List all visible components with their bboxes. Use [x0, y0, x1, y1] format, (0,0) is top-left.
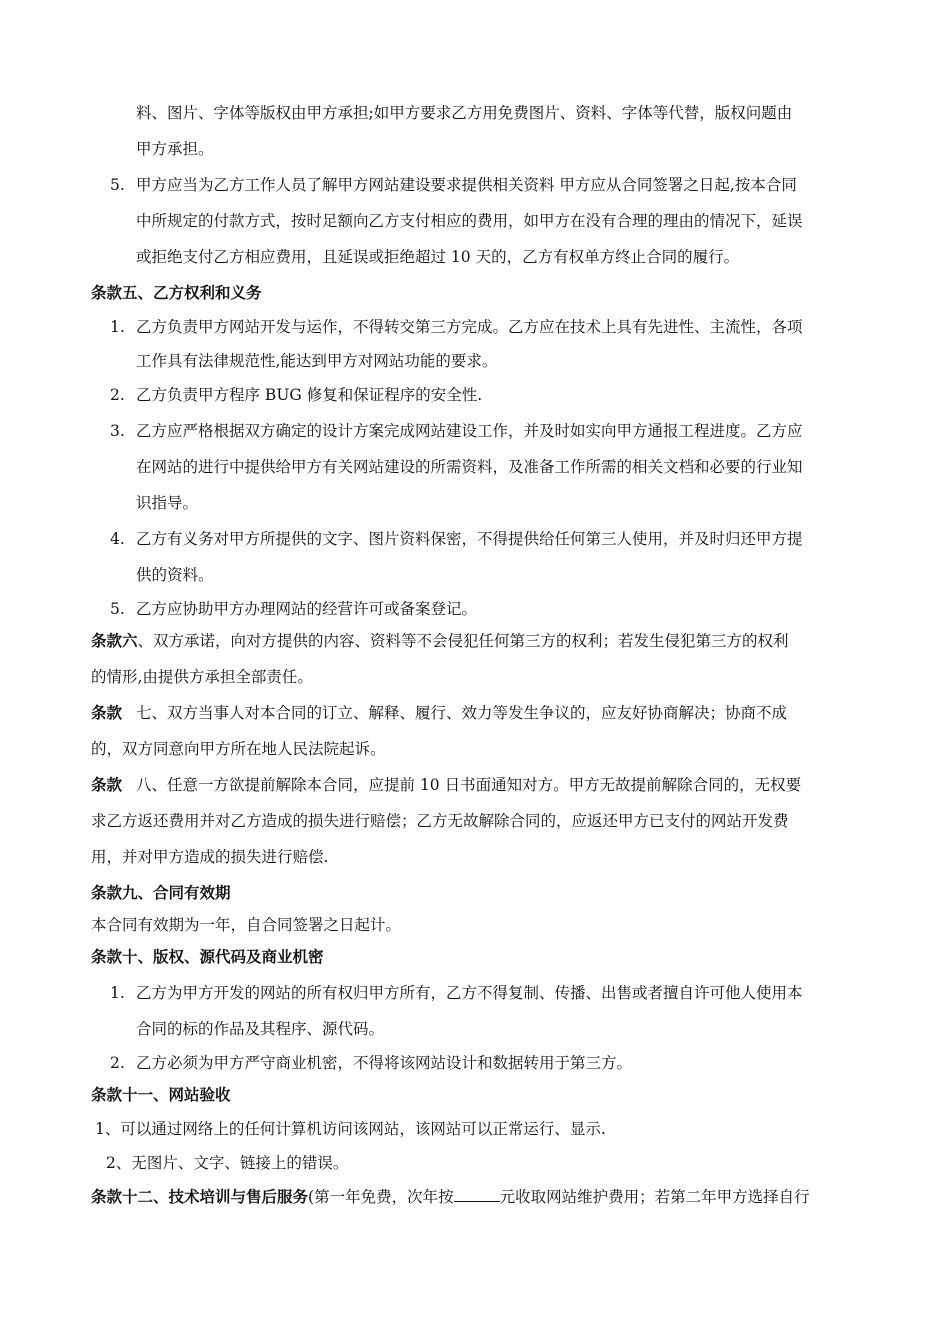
list-item-line: 乙方负责甲方网站开发与运作，不得转交第三方完成。乙方应在技术上具有先进性、主流性，各项 — [136, 318, 803, 336]
list-number: 2. — [110, 1054, 125, 1072]
clause-label: 条款 — [91, 703, 123, 722]
list-item-line: 乙方应协助甲方办理网站的经营许可或备案登记。 — [136, 600, 478, 618]
list-item-line: 中所规定的付款方式，按时足额向乙方支付相应的费用，如甲方在没有合理的理由的情况下，延误 — [136, 212, 803, 230]
clause-paragraph-line: 求乙方返还费用并对乙方造成的损失进行赔偿；乙方无故解除合同的，应返还甲方已支付的网站开发费 — [91, 812, 789, 830]
list-item-line: 供的资料。 — [136, 566, 214, 584]
clause-paragraph-line: 的，双方同意向甲方所在地人民法院起诉。 — [91, 740, 386, 758]
clause-text: 元收取网站维护费用；若第二年甲方选择自行 — [499, 1188, 810, 1206]
list-item-line: 1、可以通过网络上的任何计算机访问该网站，该网站可以正常运行、显示. — [95, 1120, 606, 1138]
clause-heading: 条款十一、网站验收 — [91, 1085, 231, 1104]
clause-paragraph-line: 本合同有效期为一年，自合同签署之日起计。 — [91, 916, 402, 934]
list-number: 3. — [110, 422, 125, 440]
list-item-line: 在网站的进行中提供给甲方有关网站建设的所需资料，及准备工作所需的相关文档和必要的行业知 — [136, 458, 803, 476]
list-number: 1. — [110, 984, 125, 1002]
list-number: 5. — [110, 176, 125, 194]
clause-label: 条款 — [91, 775, 123, 794]
clause-heading: 条款五、乙方权利和义务 — [91, 283, 262, 302]
list-item-line: 识指导。 — [136, 494, 199, 512]
list-item-line: 乙方应严格根据双方确定的设计方案完成网站建设工作，并及时如实向甲方通报工程进度。乙方应 — [136, 422, 803, 440]
list-number: 1. — [110, 318, 125, 336]
prev-item-line: 甲方承担。 — [136, 140, 214, 158]
list-item-line: 乙方有义务对甲方所提供的文字、图片资料保密，不得提供给任何第三人使用，并及时归还甲方提 — [136, 530, 803, 548]
clause-paragraph-line: 用，并对甲方造成的损失进行赔偿. — [91, 848, 329, 866]
list-item-line: 乙方为甲方开发的网站的所有权归甲方所有，乙方不得复制、传播、出售或者擅自许可他人使用本 — [136, 984, 803, 1002]
clause-paragraph-line: 的情形,由提供方承担全部责任。 — [91, 668, 313, 686]
list-item-line: 2、无图片、文字、链接上的错误。 — [106, 1154, 349, 1172]
list-number: 4. — [110, 530, 125, 548]
list-item-line: 乙方必须为甲方严守商业机密，不得将该网站设计和数据转用于第三方。 — [136, 1054, 633, 1072]
clause-text: 、双方承诺，向对方提供的内容、资料等不会侵犯任何第三方的权利；若发生侵犯第三方的权利 — [137, 632, 789, 650]
clause-heading: 条款九、合同有效期 — [91, 883, 231, 902]
list-item-line: 工作具有法律规范性,能达到甲方对网站功能的要求。 — [136, 352, 498, 370]
fill-in-blank — [454, 1187, 500, 1202]
list-item-line: 甲方应当为乙方工作人员了解甲方网站建设要求提供相关资料 甲方应从合同签署之日起,按本合同 — [136, 176, 797, 194]
list-number: 5. — [110, 600, 125, 618]
clause-label: 条款十二、技术培训与售后服务 — [91, 1187, 309, 1206]
list-item-line: 乙方负责甲方程序 BUG 修复和保证程序的安全性. — [136, 386, 483, 404]
clause-paragraph-line — [91, 774, 801, 796]
clause-paragraph-line — [91, 630, 789, 652]
clause-heading: 条款十、版权、源代码及商业机密 — [91, 947, 324, 966]
list-item-line: 或拒绝支付乙方相应费用，且延误或拒绝超过 10 天的，乙方有权单方终止合同的履行。 — [136, 248, 740, 266]
clause-text: (第一年免费，次年按 — [308, 1188, 454, 1206]
list-number: 2. — [110, 386, 125, 404]
clause-text: 八、任意一方欲提前解除本合同，应提前 10 日书面通知对方。甲方无故提前解除合同的，无权要 — [136, 776, 802, 794]
clause-label: 条款六 — [91, 631, 138, 650]
clause-text: 七、双方当事人对本合同的订立、解释、履行、效力等发生争议的，应友好协商解决；协商不成 — [136, 704, 788, 722]
list-item-line: 合同的标的作品及其程序、源代码。 — [136, 1020, 385, 1038]
clause-paragraph-line — [91, 702, 787, 724]
clause-paragraph-line — [91, 1186, 810, 1208]
prev-item-line: 料、图片、字体等版权由甲方承担;如甲方要求乙方用免费图片、资料、字体等代替，版权问题由 — [136, 104, 793, 122]
